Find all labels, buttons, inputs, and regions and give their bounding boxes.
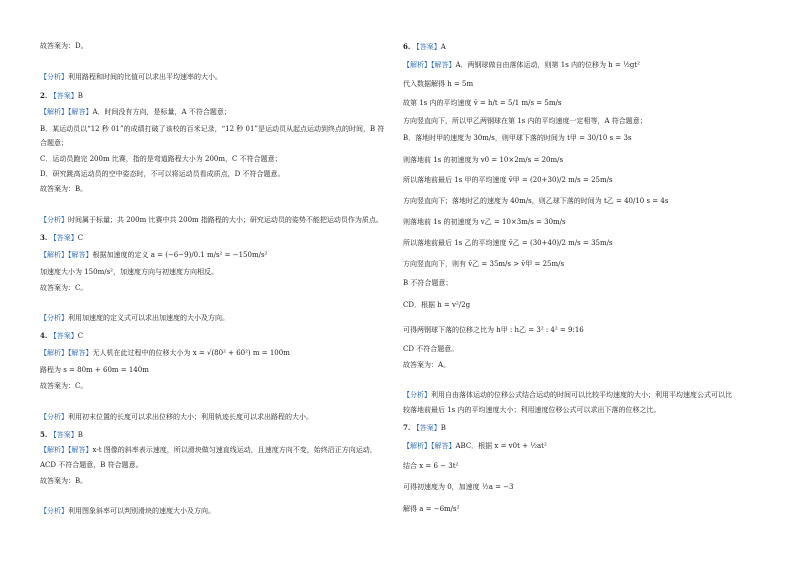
- answer-heading: 7. 【答案】B: [403, 423, 446, 432]
- answer-heading: 2. 【答案】B: [40, 91, 83, 100]
- section-tag: 【分析】: [403, 391, 431, 399]
- text-line: B．某运动员以“12 秒 01”的成绩打破了该校的百米记录，“12 秒 01”是运动员从起点运动到终点的时间，B 符: [40, 125, 385, 133]
- analysis-line: 【分析】时间属于标量；共 200m 比赛中共 200m 指路程的大小；研究运动员的姿势不能把运动员作为质点。: [40, 216, 383, 224]
- section-tag: 【解析】【解答】: [40, 251, 93, 259]
- text-line: 所以落地前最后 1s 乙的平均速度 v̄乙 = (30+40)/2 m/s = 35m/s: [403, 239, 613, 247]
- section-tag: 【分析】: [40, 507, 68, 515]
- section-tag: 【分析】: [40, 413, 68, 421]
- text-line: 可得两钢球下落的位移之比为 h甲 : h乙 = 3² : 4² = 9:16: [403, 326, 584, 334]
- section-tag: 【答案】: [49, 92, 78, 100]
- section-tag: 【答案】: [412, 43, 441, 51]
- section-tag: 【解析】【解答】: [40, 446, 93, 454]
- section-tag: 【解析】【解答】: [40, 108, 93, 116]
- section-tag: 【答案】: [412, 424, 441, 432]
- section-tag: 【分析】: [40, 73, 68, 81]
- analysis-line: 【分析】利用初末位置的长度可以求出位移的大小；利用轨迹长度可以求出路程的大小。: [40, 413, 313, 421]
- text-line: B 不符合题意；: [403, 279, 453, 287]
- text-line: 则落地前 1s 的初速度为 v乙 = 10×3m/s = 30m/s: [403, 218, 566, 226]
- section-tag: 【解析】【解答】: [403, 442, 456, 450]
- text-line: 解得 a = −6m/s²: [403, 505, 460, 513]
- text-line: 故答案为：D。: [40, 42, 88, 50]
- solution-line: 【解析】【解答】A．两钢球做自由落体运动，则第 1s 内的位移为 h = ½gt²: [403, 61, 640, 69]
- answer-heading: 6. 【答案】A: [403, 42, 446, 51]
- text-line: B．落地时甲的速度为 30m/s，则甲球下落的时间为 t甲 = 30/10 s = 3s: [403, 134, 632, 142]
- text-line: 可得初速度为 0，加速度 ½a = −3: [403, 483, 514, 491]
- text-line: 合题意；: [40, 139, 68, 147]
- solution-line: 【解析】【解答】x-t 图像的斜率表示速度，所以滑块做匀速直线运动，且速度方向不变，始终沿正方向运动，: [40, 446, 377, 454]
- text-line: CD．根据 h = v²/2g: [403, 301, 471, 309]
- answer-heading: 3. 【答案】C: [40, 233, 84, 242]
- section-tag: 【分析】: [40, 216, 68, 224]
- section-tag: 【分析】: [40, 314, 68, 322]
- analysis-line: 【分析】利用加速度的定义式可以求出加速度的大小及方向。: [40, 314, 229, 322]
- text-line: 结合 x = 6 − 3t²: [403, 462, 459, 470]
- text-line: 较落地前最后 1s 内的平均速度大小；利用速度位移公式可以求出下落的位移之比。: [403, 406, 661, 414]
- text-line: 路程为 s = 80m + 60m = 140m: [40, 366, 149, 374]
- text-line: 方向竖直向下，则有 v̄乙 = 35m/s > v̄甲 = 25m/s: [403, 260, 565, 268]
- text-line: 故答案为：A。: [403, 361, 451, 369]
- analysis-line: 【分析】利用自由落体运动的位移公式结合运动的时间可以比较平均速度的大小；利用平均速度公式可以比: [403, 391, 732, 399]
- solution-line: 【解析】【解答】无人机在此过程中的位移大小为 x = √(80² + 60²) m = 100m: [40, 349, 290, 357]
- text-line: 方向竖直向下，所以甲乙两钢球在第 1s 内的平均速度一定相等，A 符合题意；: [403, 117, 647, 125]
- solution-line: 【解析】【解答】ABC．根据 x = v0t + ½at²: [403, 442, 547, 450]
- section-tag: 【解析】【解答】: [40, 349, 93, 357]
- text-line: 代入数据解得 h = 5m: [403, 80, 474, 88]
- text-line: CD 不符合题意。: [403, 345, 459, 353]
- analysis-line: 【分析】利用路程和时间的比值可以求出平均速率的大小。: [40, 73, 222, 81]
- section-tag: 【答案】: [49, 234, 78, 242]
- text-line: ACD 不符合题意，B 符合题意。: [40, 461, 143, 469]
- section-tag: 【答案】: [49, 431, 78, 439]
- text-line: 故答案为：B。: [40, 477, 88, 485]
- text-line: 方向竖直向下；落地时乙的速度为 40m/s，则乙球下落的时间为 t乙 = 40/10 s = 4s: [403, 197, 669, 205]
- text-line: D．研究跳高运动员的空中姿态时，不可以将运动员看成质点，D 不符合题意。: [40, 170, 285, 178]
- text-line: 加速度大小为 150m/s²，加速度方向与初速度方向相反。: [40, 268, 218, 276]
- solution-line: 【解析】【解答】A．时间没有方向，是标量，A 不符合题意；: [40, 108, 231, 116]
- analysis-line: 【分析】利用图象斜率可以判别滑块的速度大小及方向。: [40, 507, 215, 515]
- answer-heading: 5. 【答案】B: [40, 430, 83, 439]
- section-tag: 【解析】【解答】: [403, 61, 456, 69]
- text-line: 故第 1s 内的平均速度 v̄ = h/t = 5/1 m/s = 5m/s: [403, 99, 562, 107]
- text-line: 故答案为：C。: [40, 284, 88, 292]
- text-line: 所以落地前最后 1s 甲的平均速度 v̄甲 = (20+30)/2 m/s = 25m/s: [403, 176, 613, 184]
- text-line: 故答案为：C。: [40, 382, 88, 390]
- text-line: C．运动员跑完 200m 比赛，指的是弯道路程大小为 200m，C 不符合题意；: [40, 155, 282, 163]
- text-line: 则落地前 1s 的初速度为 v0 = 10×2m/s = 20m/s: [403, 156, 564, 164]
- answer-heading: 4. 【答案】C: [40, 331, 84, 340]
- solution-line: 【解析】【解答】根据加速度的定义 a = (−6−9)/0.1 m/s² = −150m/s²: [40, 251, 268, 259]
- text-line: 故答案为：B。: [40, 185, 88, 193]
- section-tag: 【答案】: [49, 332, 78, 340]
